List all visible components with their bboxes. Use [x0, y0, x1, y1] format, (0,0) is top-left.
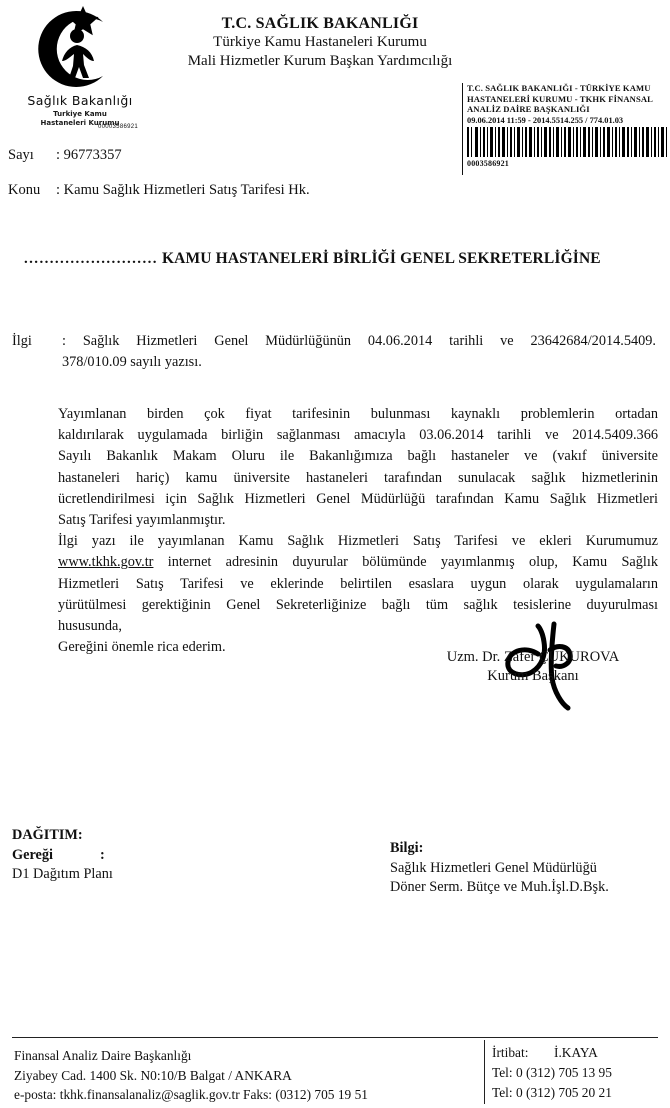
footer-tel-2: Tel: 0 (312) 705 20 21	[492, 1085, 612, 1100]
footer-department: Finansal Analiz Daire Başkanlığı	[14, 1048, 192, 1063]
addressee-text: KAMU HASTANELERİ BİRLİĞİ GENEL SEKRETERLİĞİNE	[161, 250, 601, 267]
konu-label: Konu	[8, 182, 41, 198]
sayi-separator: :	[56, 147, 61, 163]
footer-address-block	[14, 1046, 368, 1105]
p2-line-1: İlgi yazı ile yayımlanan Kamu Sağlık Hizmetleri Satış Tarifesi ve ekleri Kurumumuz	[58, 533, 658, 550]
ministry-of-health-logo-icon	[25, 4, 135, 92]
stamp-line-2: HASTANELERİ KURUMU - TKHK FİNANSAL	[467, 93, 653, 104]
ilgi-body	[62, 331, 656, 373]
distribution-gereg-row	[12, 846, 113, 866]
body-paragraph-2	[12, 531, 658, 637]
p2-line-2	[12, 552, 658, 573]
barcode-icon	[467, 127, 667, 157]
ilgi-line-2: 378/010.09 sayılı yazısı.	[62, 354, 202, 370]
footer-contact-block	[492, 1043, 612, 1103]
stamp-datetime-reference: 09.06.2014 11:59 - 2014.5514.255 / 774.01.03	[467, 116, 624, 126]
distribution-block	[12, 826, 113, 885]
p2-line-3: Hizmetleri Satış Tarifesi ve eklerinde belirtilen esaslara uygun olarak uygulamaların	[58, 575, 658, 592]
ilgi-label	[12, 331, 60, 352]
signer-title: Kurum Başkanı	[487, 668, 579, 684]
ilgi-line-1-text: Sağlık Hizmetleri Genel Müdürlüğünün 04.06.2014 tarihli ve 23642684/2014.5409.	[82, 333, 657, 349]
closing-line: Gereğini önemle rica ederim.	[58, 639, 226, 656]
distribution-gereg-value: D1 Dağıtım Planı	[12, 866, 113, 882]
sayi-label: Sayı	[8, 147, 34, 163]
bilgi-heading: Bilgi:	[390, 840, 424, 856]
ilgi-block	[12, 331, 656, 373]
p1-line-2: kaldırılarak uygulamada birliğin sağlanması amacıyla 03.06.2014 tarihli ve 2014.5409.366	[58, 427, 658, 444]
p1-line-5: ücretlendirilmesi için Sağlık Hizmetleri Genel Müdürlüğü tarafından Kamu Sağlık Hizmetleri	[58, 490, 658, 507]
p1-line-1: Yayımlanan birden çok fiyat tarifesinin bulunması kaynaklı problemlerin ortadan	[58, 406, 658, 422]
ilgi-label-text: İlgi	[12, 333, 32, 349]
tkhk-website-link[interactable]: www.tkhk.gov.tr	[58, 554, 154, 571]
ilgi-line-1	[62, 331, 656, 352]
sayi-row	[8, 146, 122, 164]
p1-line-6: Satış Tarifesi yayımlanmıştır.	[58, 512, 226, 529]
barcode-number-inner: 00003586921	[98, 124, 139, 130]
barcode-number-outer: 0003586921	[467, 159, 509, 169]
bilgi-line-2: Döner Serm. Bütçe ve Muh.İşl.D.Bşk.	[390, 879, 609, 895]
konu-value: Kamu Sağlık Hizmetleri Satış Tarifesi Hk.	[63, 182, 310, 198]
bilgi-line-1: Sağlık Hizmetleri Genel Müdürlüğü	[390, 859, 597, 876]
p2-line-4: yürütülmesi gerektiğinin Genel Sekreterliğinize bağlı tüm sağlık tesislerine duyurulması	[58, 596, 658, 613]
footer-tel-1: Tel: 0 (312) 705 13 95	[492, 1065, 612, 1080]
stamp-line-3: ANALİZ DAİRE BAŞKANLIĞI	[467, 104, 590, 115]
distribution-gereg-separator: :	[100, 846, 105, 863]
electronic-stamp-block	[462, 83, 670, 175]
p1-line-3: Sayılı Bakanlık Makam Oluru ile Bakanlığımıza bağlı hastaneler ve (vakıf üniversite	[58, 448, 658, 465]
stamp-line-1: T.C. SAĞLIK BAKANLIĞI - TÜRKİYE KAMU	[467, 83, 651, 93]
p1-line-4: hastaneleri hariç) kamu üniversite hastaneleri tarafından sunulacak sağlık hizmetlerinin	[58, 469, 658, 486]
footer-irtibat-label: İrtibat:	[492, 1045, 529, 1060]
p2-line-2-rest: internet adresinin duyurular bölümünde yayımlanmış olup, Kamu Sağlık	[153, 554, 658, 571]
sayi-value: 96773357	[63, 147, 122, 163]
konu-row	[8, 181, 310, 199]
logo-caption-sub-line1: Turkiye Kamu	[53, 110, 107, 118]
distribution-gereg-label: Gereği	[12, 846, 54, 863]
ministry-logo-block	[10, 4, 150, 128]
logo-caption-main: Sağlık Bakanlığı	[27, 93, 133, 108]
p2-line-5: hususunda,	[58, 618, 122, 635]
distribution-heading: DAĞITIM:	[12, 827, 83, 843]
header-title-ministry: T.C. SAĞLIK BAKANLIĞI	[221, 15, 419, 32]
document-body	[12, 404, 658, 658]
addressee-dots: ..........................	[24, 251, 158, 267]
bilgi-block	[390, 839, 609, 898]
signer-name: Uzm. Dr. Zafer ÇUKUROVA	[446, 649, 620, 665]
logo-caption-sub-line2: Hastaneleri Kurumu	[40, 119, 120, 127]
footer-divider-horizontal	[12, 1037, 658, 1038]
footer-irtibat-row	[492, 1043, 612, 1063]
signature-block	[400, 648, 666, 686]
footer-email-fax: e-posta: tkhk.finansalanaliz@saglik.gov.tr Faks: (0312) 705 19 51	[14, 1087, 368, 1103]
header-title-department: Mali Hizmetler Kurum Başkan Yardımcılığı	[187, 53, 453, 69]
body-paragraph-1	[12, 404, 658, 531]
konu-separator: :	[56, 182, 61, 198]
ilgi-separator: :	[62, 333, 66, 349]
footer-irtibat-value: İ.KAYA	[554, 1045, 598, 1060]
footer-divider-vertical	[484, 1040, 485, 1104]
addressee-line	[24, 250, 644, 268]
footer-address: Ziyabey Cad. 1400 Sk. N0:10/B Balgat / ANKARA	[14, 1067, 292, 1083]
header-title-institution: Türkiye Kamu Hastaneleri Kurumu	[213, 34, 427, 50]
document-header	[155, 14, 485, 71]
